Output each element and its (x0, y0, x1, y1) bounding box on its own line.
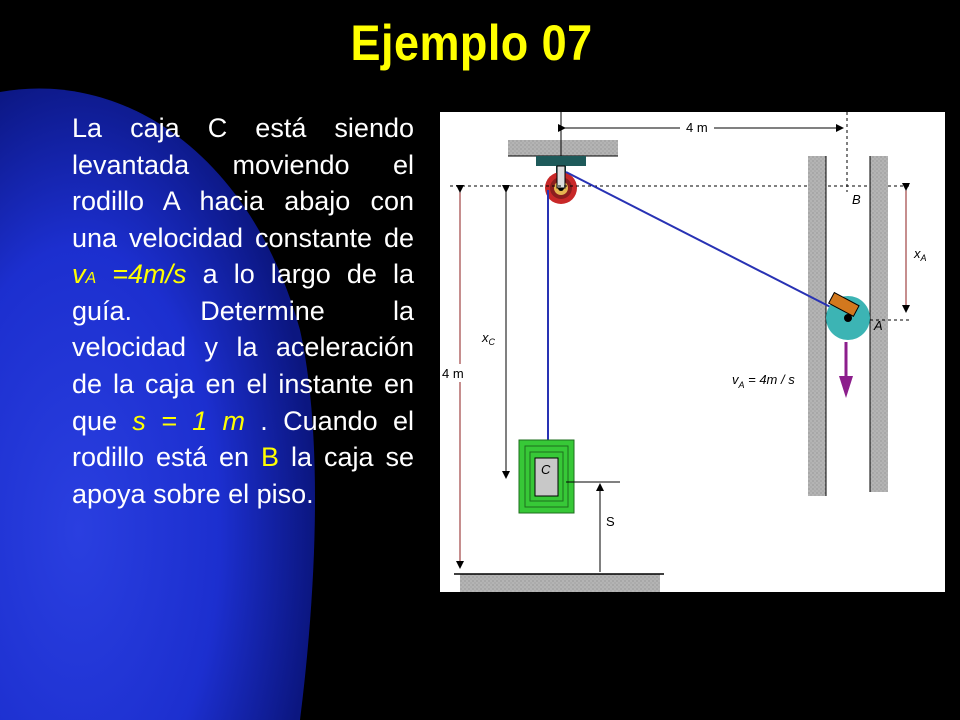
slide-title: Ejemplo 07 (350, 15, 593, 71)
pulley-diagram (440, 112, 945, 592)
problem-text-1: La caja C está siendo levantada moviendo el rodillo A hacia abajo con una velocidad constante de (72, 113, 414, 253)
xa-label: $x_A$ (914, 246, 927, 263)
problem-statement (72, 110, 414, 512)
problem-text-2: a lo largo de la guía. Determine la velocidad y la aceleración de la caja en el instante en que (72, 259, 415, 436)
a-point-label: A (874, 318, 883, 333)
b-label: B (261, 442, 280, 473)
b-point-label: B (852, 192, 861, 207)
dim-left-label: 4 m (442, 366, 464, 381)
pulley (545, 166, 577, 204)
c-label: C (541, 462, 551, 477)
problem-text-4: la caja se apoya sobre el piso. (72, 442, 414, 509)
velocity-symbol: vA =4m/s (72, 259, 187, 290)
guide-left-wall (808, 156, 826, 496)
roller-a (826, 293, 870, 340)
s-label: S (606, 514, 615, 529)
s-value: s = 1 m (132, 405, 246, 436)
floor (460, 574, 660, 592)
xc-label: $x_C$ (482, 330, 495, 347)
velocity-arrow (839, 342, 853, 398)
problem-text-3: . Cuando el rodillo está en (72, 405, 414, 473)
dim-top-label: 4 m (686, 120, 708, 135)
ceiling-support (508, 140, 618, 156)
pulley-bracket (536, 156, 586, 166)
velocity-label: $v_A = 4m / s$ (732, 372, 795, 390)
